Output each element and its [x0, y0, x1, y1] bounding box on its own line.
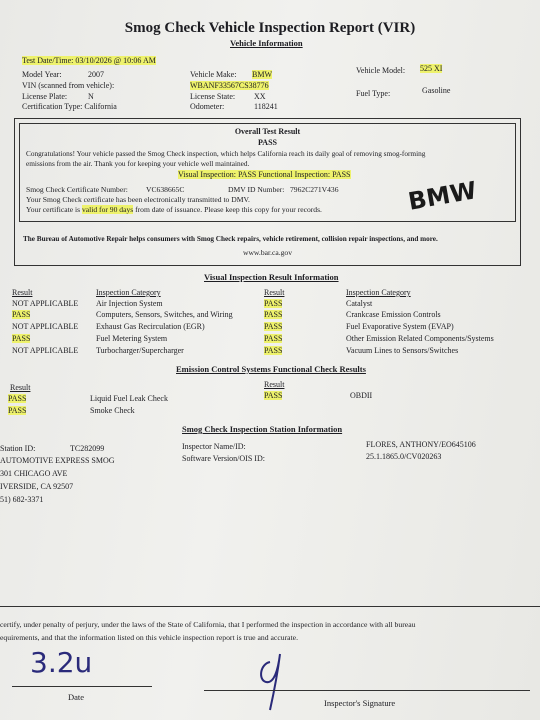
model-year: 2007 — [88, 70, 104, 79]
signature-label: Inspector's Signature — [324, 698, 396, 708]
visual-right-result: PASS — [264, 322, 283, 331]
inspector-signature — [240, 640, 310, 712]
visual-right-category: Crankcase Emission Controls — [346, 310, 441, 319]
certification-line-2: equirements, and that the information listed on this vehicle inspection report is true and accurate. — [0, 633, 299, 642]
fuel-type: Gasoline — [422, 86, 451, 95]
cert-valid-line — [26, 205, 322, 214]
date-line — [12, 686, 152, 687]
cert-valid-suffix: from date of issuance. Please keep this copy for your records. — [135, 205, 322, 214]
vin-label: VIN (scanned from vehicle): — [22, 81, 115, 90]
visual-left-category: Air Injection System — [96, 299, 163, 308]
functional-left-category: Liquid Fuel Leak Check — [90, 394, 168, 403]
visual-right-category: Other Emission Related Components/Systems — [346, 334, 494, 343]
vehicle-make: BMW — [252, 70, 272, 79]
odometer: 118241 — [254, 102, 278, 111]
cert-transmitted-line: Your Smog Check certificate has been electronically transmitted to DMV. — [26, 195, 250, 204]
functional-left-category: Smoke Check — [90, 406, 135, 415]
station-id: TC282099 — [70, 444, 105, 453]
model-year-label: Model Year: — [22, 70, 62, 79]
congrats-line-2: emissions from the air. Thank you for keeping your vehicle well maintained. — [26, 159, 250, 168]
overall-heading: Overall Test Result — [234, 127, 301, 136]
inspector: FLORES, ANTHONY/EO645106 — [366, 440, 476, 449]
visual-left-category: Computers, Sensors, Switches, and Wiring — [96, 310, 233, 319]
functional-left-result: PASS — [8, 406, 27, 415]
visual-left-result: NOT APPLICABLE — [12, 299, 79, 308]
test-datetime: Test Date/Time: 03/10/2026 @ 10:06 AM — [22, 56, 156, 65]
software: 25.1.1865.0/CV020263 — [366, 452, 442, 461]
visual-right-category: Catalyst — [346, 299, 373, 308]
license-state: XX — [254, 92, 266, 101]
signature-line — [204, 690, 530, 691]
visual-right-result: PASS — [264, 310, 283, 319]
visual-left-category: Fuel Metering System — [96, 334, 168, 343]
visual-right-result: PASS — [264, 346, 283, 355]
dmv-id-label: DMV ID Number: — [228, 185, 285, 194]
visual-left-result: PASS — [12, 334, 31, 343]
handwritten-bmw: BMW — [406, 176, 479, 216]
functional-right-category: OBDII — [350, 391, 373, 400]
visual-right-category: Vacuum Lines to Sensors/Switches — [346, 346, 459, 355]
certification-divider — [0, 606, 540, 607]
vehicle-model-label: Vehicle Model: — [356, 66, 406, 75]
vehicle-model: 525 XI — [420, 64, 443, 73]
bar-url: www.bar.ca.gov — [242, 248, 293, 257]
vehicle-info-heading: Vehicle Information — [230, 38, 303, 48]
odometer-label: Odometer: — [190, 102, 225, 111]
visual-right-result: PASS — [264, 334, 283, 343]
cert-number-label: Smog Check Certificate Number: — [26, 185, 128, 194]
visual-left-result: NOT APPLICABLE — [12, 322, 79, 331]
station-address: 301 CHICAGO AVE — [0, 469, 68, 478]
station-id-label: Station ID: — [0, 444, 36, 453]
visual-left-category: Exhaust Gas Recirculation (EGR) — [96, 322, 205, 331]
visual-col-result-right: Result — [264, 288, 285, 297]
license-plate: N — [88, 92, 94, 101]
cert-valid-prefix: Your certificate is — [26, 205, 81, 214]
congrats-line-1: Congratulations! Your vehicle passed the Smog Check inspection, which helps California reach its daily goal of removing smog-forming — [26, 149, 426, 158]
bar-line: The Bureau of Automotive Repair helps consumers with Smog Check repairs, vehicle retirement, collision repair inspections, and more. — [23, 235, 438, 243]
cert-number: VC638665C — [146, 185, 185, 194]
overall-result-box — [14, 118, 521, 266]
inspector-label: Inspector Name/ID: — [182, 442, 246, 451]
cert-type-label: Certification Type: California — [22, 102, 117, 111]
station-phone: 51) 682-3371 — [0, 495, 44, 504]
functional-col-result-right: Result — [264, 380, 285, 389]
visual-col-category-right: Inspection Category — [346, 288, 411, 297]
visual-left-category: Turbocharger/Supercharger — [96, 346, 184, 355]
functional-right-result: PASS — [264, 391, 283, 400]
license-state-label: License State: — [190, 92, 236, 101]
handwritten-date: 3.2u — [30, 646, 93, 679]
station-city: IVERSIDE, CA 92507 — [0, 482, 74, 491]
visual-col-category-left: Inspection Category — [96, 288, 161, 297]
overall-inner-box — [19, 123, 516, 222]
visual-right-category: Fuel Evaporative System (EVAP) — [346, 322, 454, 331]
station-name: AUTOMOTIVE EXPRESS SMOG — [0, 456, 115, 465]
certification-line-1: certify, under penalty of perjury, under the laws of the State of California, that I performed the inspection in accordance with all bureau — [0, 620, 416, 629]
report-title: Smog Check Vehicle Inspection Report (VIR) — [124, 20, 416, 36]
visual-left-result: NOT APPLICABLE — [12, 346, 79, 355]
functional-left-result: PASS — [8, 394, 27, 403]
visual-inspection-heading: Visual Inspection Result Information — [204, 272, 339, 282]
software-label: Software Version/OIS ID: — [182, 454, 265, 463]
visual-col-result-left: Result — [12, 288, 33, 297]
dmv-id: 7962C271V436 — [290, 185, 339, 194]
visual-right-result: PASS — [264, 299, 283, 308]
functional-col-result-left: Result — [10, 383, 31, 392]
license-plate-label: License Plate: — [22, 92, 68, 101]
station-heading: Smog Check Inspection Station Information — [182, 424, 343, 434]
valid-90-days: valid for 90 days — [81, 205, 134, 214]
functional-heading: Emission Control Systems Functional Check Results — [176, 364, 366, 374]
visual-left-result: PASS — [12, 310, 31, 319]
fuel-type-label: Fuel Type: — [356, 89, 391, 98]
vin: WBANF33567CS38776 — [190, 81, 269, 90]
vehicle-make-label: Vehicle Make: — [190, 70, 237, 79]
overall-result: PASS — [258, 138, 277, 147]
visual-functional-result: Visual Inspection: PASS Functional Inspection: PASS — [178, 170, 351, 179]
date-label: Date — [68, 692, 85, 702]
